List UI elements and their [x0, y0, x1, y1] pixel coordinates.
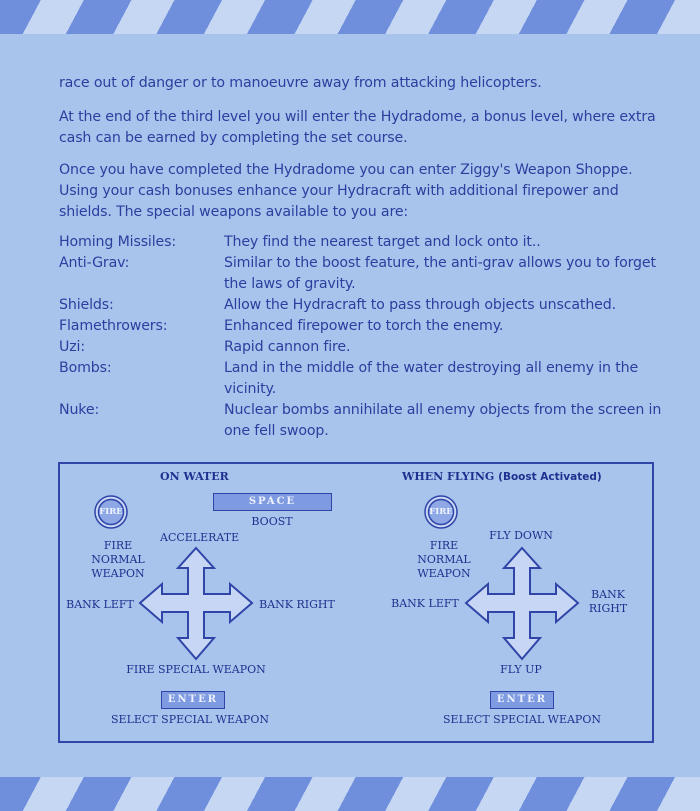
fly-down-label: FLY DOWN	[489, 529, 553, 542]
fire-key-label: FIRE	[99, 507, 123, 517]
weapon-desc: Enhanced firepower to torch the enemy.	[224, 318, 504, 334]
weapon-row	[59, 253, 669, 295]
weapon-row	[59, 232, 669, 253]
select-special-label: SELECT SPECIAL WEAPON	[443, 713, 601, 726]
intro-paragraph-3: Once you have completed the Hydradome you can enter Ziggy's Weapon Shoppe. Using your cash bonuses enhance your Hydracraft with additional firepower and shields. The special weapons available to you are:	[59, 162, 633, 220]
fire-normal-line-1: FIRE	[429, 539, 459, 552]
bank-left-label: BANK LEFT	[391, 597, 459, 610]
intro-paragraph-1: race out of danger or to manoeuvre away from attacking helicopters.	[59, 75, 542, 91]
bank-right-line-2: RIGHT	[588, 602, 628, 615]
when-flying-title	[402, 470, 602, 484]
weapon-row	[59, 295, 669, 316]
direction-arrows-icon	[464, 546, 580, 661]
top-stripe-border	[0, 0, 700, 34]
bank-right-label: BANK RIGHT	[259, 598, 335, 611]
enter-key: ENTER	[161, 691, 225, 709]
weapon-name: Anti-Grav:	[59, 255, 130, 271]
weapon-list	[59, 232, 669, 442]
fly-up-label: FLY UP	[500, 663, 542, 676]
fire-normal-line-3: WEAPON	[91, 567, 145, 580]
fire-normal-line-2: NORMAL	[417, 553, 471, 566]
weapon-row	[59, 400, 669, 442]
weapon-desc: Similar to the boost feature, the anti-grav allows you to forget the laws of gravity.	[224, 255, 656, 292]
weapon-row	[59, 358, 669, 400]
enter-key: ENTER	[490, 691, 554, 709]
boost-label: BOOST	[251, 515, 293, 528]
when-flying-title-text: WHEN FLYING	[402, 470, 495, 483]
accelerate-label: ACCELERATE	[160, 531, 240, 544]
fire-special-label: FIRE SPECIAL WEAPON	[126, 663, 266, 676]
select-special-label: SELECT SPECIAL WEAPON	[111, 713, 269, 726]
weapon-desc: Rapid cannon fire.	[224, 339, 351, 355]
weapon-name: Flamethrowers:	[59, 318, 168, 334]
weapon-name: Uzi:	[59, 339, 85, 355]
fire-normal-line-1: FIRE	[103, 539, 133, 552]
weapon-desc: They find the nearest target and lock onto it..	[224, 234, 541, 250]
space-key: SPACE	[213, 493, 332, 511]
on-water-title: ON WATER	[160, 470, 229, 483]
intro-paragraph-2: At the end of the third level you will enter the Hydradome, a bonus level, where extra cash can be earned by completing the set course.	[59, 109, 656, 146]
weapon-name: Bombs:	[59, 360, 112, 376]
weapon-desc: Allow the Hydracraft to pass through objects unscathed.	[224, 297, 616, 313]
weapon-row	[59, 337, 669, 358]
fire-key-label: FIRE	[429, 507, 453, 517]
weapon-desc: Nuclear bombs annihilate all enemy objects from the screen in one fell swoop.	[224, 402, 662, 439]
bank-left-label: BANK LEFT	[66, 598, 134, 611]
when-flying-note: (Boost Activated)	[498, 471, 602, 483]
weapon-name: Nuke:	[59, 402, 100, 418]
fire-normal-line-2: NORMAL	[91, 553, 145, 566]
direction-arrows-icon	[138, 546, 254, 661]
weapon-name: Shields:	[59, 297, 114, 313]
weapon-name: Homing Missiles:	[59, 234, 176, 250]
controls-panel	[58, 462, 654, 743]
weapon-desc: Land in the middle of the water destroying all enemy in the vicinity.	[224, 360, 639, 397]
fire-normal-line-3: WEAPON	[417, 567, 471, 580]
bank-right-line-1: BANK	[591, 588, 625, 601]
weapon-row	[59, 316, 669, 337]
bottom-stripe-border	[0, 777, 700, 811]
bank-right-label	[580, 588, 636, 616]
